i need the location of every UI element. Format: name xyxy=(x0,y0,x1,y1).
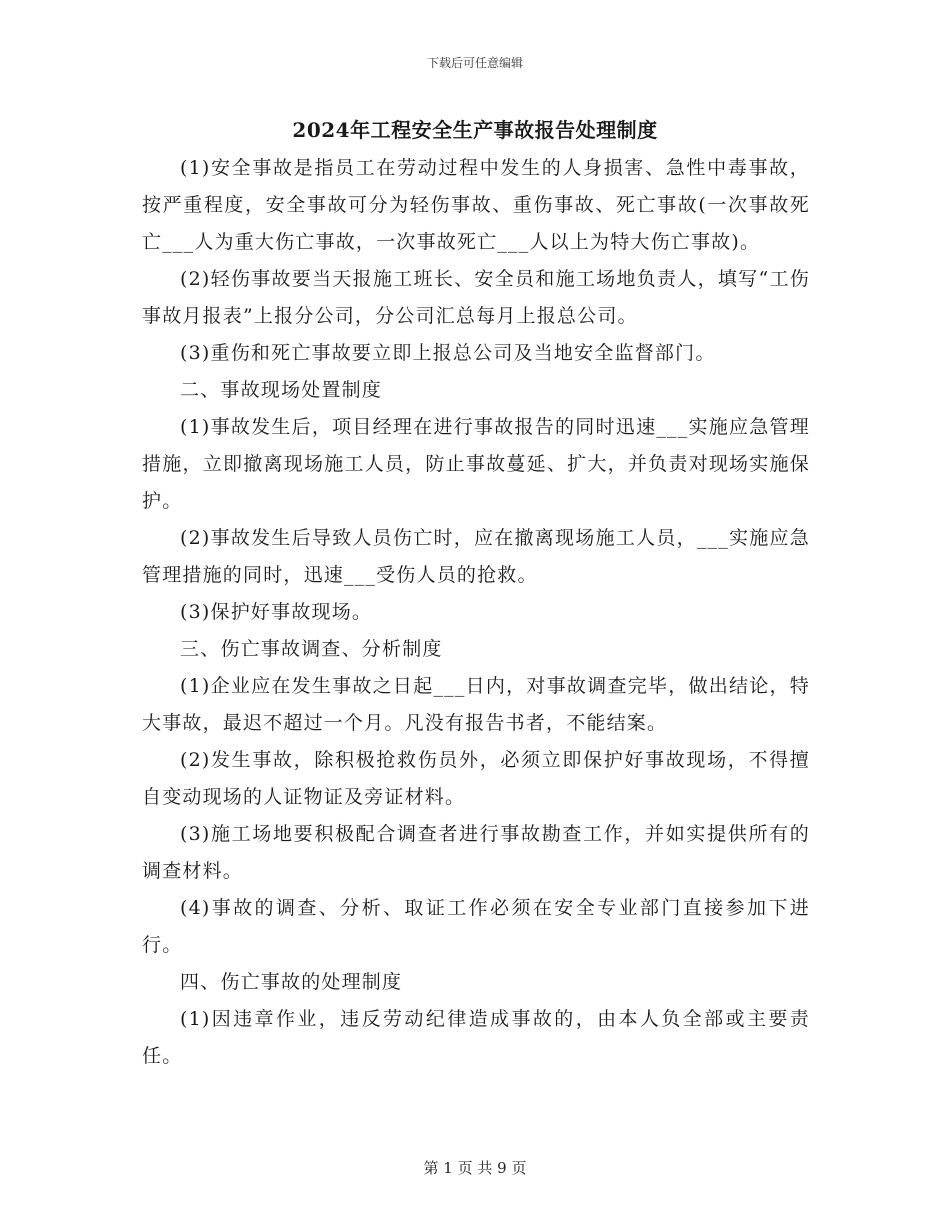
section-heading: 四、伤亡事故的处理制度 xyxy=(180,971,403,993)
paragraph: (2)发生事故，除积极抢救伤员外，必须立即保护好事故现场，不得擅自变动现场的人证物证及旁证材料。 xyxy=(142,749,810,808)
paragraph: (3)重伤和死亡事故要立即上报总公司及当地安全监督部门。 xyxy=(180,342,716,364)
document-title: 2024年工程安全生产事故报告处理制度 xyxy=(292,118,658,142)
section-heading: 三、伤亡事故调查、分析制度 xyxy=(180,638,443,660)
paragraph: (3)保护好事故现场。 xyxy=(180,601,373,623)
paragraph: (1)企业应在发生事故之日起___日内，对事故调查完毕，做出结论，特大事故，最迟不超过一个月。凡没有报告书者，不能结案。 xyxy=(142,675,810,734)
paragraph: (4)事故的调查、分析、取证工作必须在安全专业部门直接参加下进行。 xyxy=(142,897,810,956)
document-body xyxy=(142,150,810,1075)
paragraph: (1)事故发生后，项目经理在进行事故报告的同时迅速___实施应急管理措施，立即撤离现场施工人员，防止事故蔓延、扩大，并负责对现场实施保护。 xyxy=(142,416,810,512)
section-heading: 二、事故现场处置制度 xyxy=(180,379,383,401)
paragraph: (2)事故发生后导致人员伤亡时，应在撤离现场施工人员，___实施应急管理措施的同时，迅速___受伤人员的抢救。 xyxy=(142,527,810,586)
paragraph: (1)因违章作业，违反劳动纪律造成事故的，由本人负全部或主要责任。 xyxy=(142,1008,810,1067)
paragraph: (2)轻伤事故要当天报施工班长、安全员和施工场地负责人，填写“工伤事故月报表”上报分公司，分公司汇总每月上报总公司。 xyxy=(142,268,810,327)
page-number: 第 1 页 共 9 页 xyxy=(423,1159,527,1177)
page-header-note: 下载后可任意编辑 xyxy=(426,56,523,70)
paragraph: (1)安全事故是指员工在劳动过程中发生的人身损害、急性中毒事故，按严重程度，安全事故可分为轻伤事故、重伤事故、死亡事故(一次事故死亡___人为重大伤亡事故，一次事故死亡___人以上为特大伤亡事故)。 xyxy=(142,157,810,253)
paragraph: (3)施工场地要积极配合调查者进行事故勘查工作，并如实提供所有的调查材料。 xyxy=(142,823,810,882)
